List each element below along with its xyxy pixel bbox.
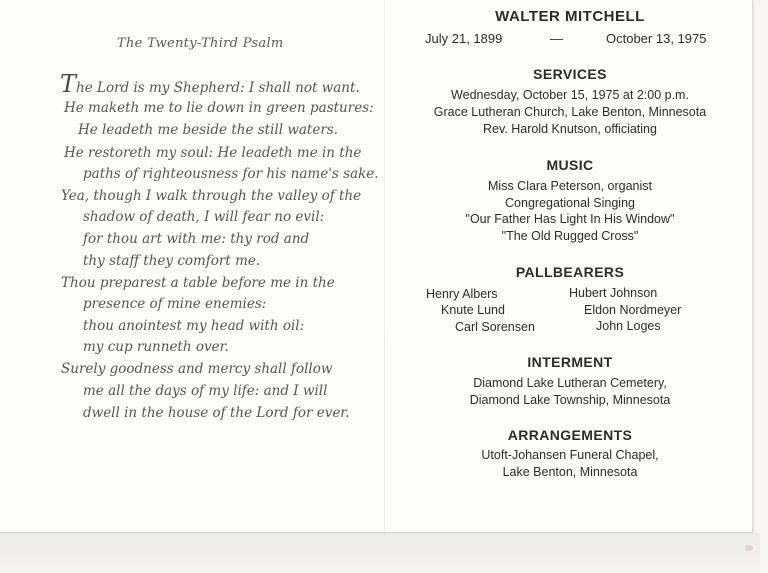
services-heading: SERVICES [533, 66, 607, 82]
psalm-line: Thou preparest a table before me in the [61, 275, 335, 291]
psalm-dropcap: T [60, 70, 77, 98]
psalm-line: for thou art with me: thy rod and [83, 231, 310, 247]
pallbearer-name: Carl Sorensen [455, 320, 535, 334]
psalm-line: presence of mine enemies: [83, 296, 267, 312]
psalm-line: me all the days of my life: and I will [83, 383, 328, 399]
services-line: Wednesday, October 15, 1975 at 2:00 p.m. [451, 88, 689, 102]
pallbearer-name: John Loges [596, 319, 661, 333]
arrangements-line: Lake Benton, Minnesota [502, 465, 638, 479]
services-line: Rev. Harold Knutson, officiating [483, 122, 657, 136]
psalm-line: dwell in the house of the Lord for ever. [83, 405, 350, 421]
psalm-line: my cup runneth over. [83, 339, 229, 355]
psalm-line-1 [60, 72, 360, 96]
psalm-line-1-text: he Lord is my Shepherd: I shall not want. [76, 80, 360, 96]
date-dash: — [550, 31, 563, 46]
music-line: Miss Clara Peterson, organist [488, 179, 652, 193]
birth-date: July 21, 1899 [425, 31, 503, 46]
psalm-line: He restoreth my soul: He leadeth me in the [64, 145, 362, 161]
interment-line: Diamond Lake Lutheran Cemetery, [473, 376, 667, 390]
psalm-line: Surely goodness and mercy shall follow [61, 361, 333, 377]
music-line: "The Old Rugged Cross" [501, 229, 639, 243]
music-line: "Our Father Has Light In His Window" [465, 212, 675, 226]
scan-background [0, 533, 760, 573]
music-line: Congregational Singing [505, 196, 635, 210]
psalm-line: thy staff they comfort me. [83, 253, 261, 269]
death-date: October 13, 1975 [606, 31, 707, 46]
deceased-name: WALTER MITCHELL [495, 8, 645, 25]
pallbearers-heading: PALLBEARERS [515, 264, 625, 280]
psalm-line: paths of righteousness for his name's sake. [83, 166, 379, 182]
psalm-line: shadow of death, I will fear no evil: [83, 209, 325, 225]
psalm-line: He maketh me to lie down in green pastures: [64, 100, 374, 116]
pallbearer-name: Eldon Nordmeyer [584, 303, 682, 317]
interment-heading: INTERMENT [527, 354, 613, 370]
center-fold [384, 0, 385, 532]
services-line: Grace Lutheran Church, Lake Benton, Minnesota [433, 105, 707, 119]
psalm-line: He leadeth me beside the still waters. [78, 122, 339, 138]
psalm-line: Yea, though I walk through the valley of the [61, 188, 362, 204]
pallbearer-name: Hubert Johnson [569, 286, 658, 300]
scan-speck [745, 545, 753, 551]
psalm-line: thou anointest my head with oil: [83, 318, 305, 334]
pallbearer-name: Henry Albers [426, 287, 498, 301]
psalm-title: The Twenty-Third Psalm [117, 36, 284, 51]
music-heading: MUSIC [546, 157, 594, 173]
arrangements-heading: ARRANGEMENTS [507, 427, 633, 443]
pallbearer-name: Knute Lund [441, 303, 505, 317]
interment-line: Diamond Lake Township, Minnesota [469, 393, 671, 407]
arrangements-line: Utoft-Johansen Funeral Chapel, [481, 448, 659, 462]
